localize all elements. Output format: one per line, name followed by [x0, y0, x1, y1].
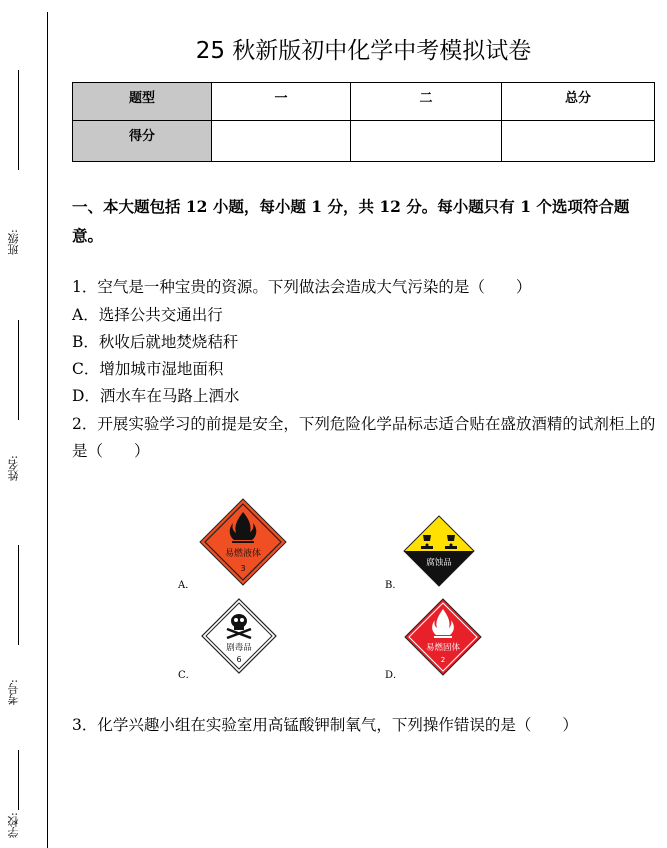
exam-no-label: 考号:: [7, 679, 20, 705]
section-heading: 一、本大题包括 12 小题，每小题 1 分，共 12 分。每小题只有 1 个选项符合题意。: [72, 197, 630, 245]
school-label: 学校:: [7, 812, 20, 838]
page-title: 25 秋新版初中化学中考模拟试卷: [195, 38, 532, 64]
sign-a-class: 3: [240, 564, 246, 573]
q3-stem: 3．化学兴趣小组在实验室用高锰酸钾制氧气，下列操作错误的是（ ）: [72, 716, 578, 734]
q1-option-c: C．增加城市湿地面积: [72, 360, 224, 378]
sign-b-text: 腐蚀品: [426, 558, 452, 568]
q2-stem: 2．开展实验学习的前提是安全，下列危险化学品标志适合贴在盛放酒精的试剂柜上的是（ ）: [72, 415, 656, 460]
name-blank-line: [18, 320, 19, 420]
q2-option-b-sign[interactable]: [403, 515, 475, 587]
score-row-label: 得分: [73, 121, 212, 162]
q1-option-a: A．选择公共交通出行: [72, 306, 223, 324]
sign-a-text: 易燃液体: [224, 549, 262, 559]
exam-no-blank-line: [18, 545, 19, 645]
binding-line: [47, 12, 48, 848]
sign-d-text: 易燃固体: [425, 643, 461, 653]
sign-d-class: 2: [440, 656, 446, 664]
q2-option-d-sign[interactable]: [404, 598, 482, 676]
name-label: 姓名:: [7, 455, 20, 481]
score-cell-total[interactable]: [502, 121, 655, 162]
corrosive-diamond: [403, 515, 475, 587]
score-cell-part1[interactable]: [212, 121, 351, 162]
q1-option-d: D．洒水车在马路上洒水: [72, 387, 240, 405]
class-blank-line: [18, 70, 19, 170]
q2-option-c-sign[interactable]: [201, 598, 277, 674]
q2-option-b-letter: B．: [385, 580, 403, 591]
sign-c-text: 剧毒品: [226, 643, 252, 653]
q2-option-d-letter: D．: [385, 670, 404, 681]
score-cell-part2[interactable]: [351, 121, 502, 162]
q2-option-c-letter: C．: [178, 670, 196, 681]
q2-option-a-sign[interactable]: [199, 498, 287, 586]
q1-option-b: B．秋收后就地焚烧秸秆: [72, 333, 239, 351]
toxic-diamond: [201, 598, 277, 674]
score-table: [72, 82, 655, 162]
score-header-type: 题型: [73, 83, 212, 121]
flammable-solid-diamond: [404, 598, 482, 676]
flammable-liquid-diamond: [199, 498, 287, 586]
class-label: 班级:: [7, 229, 20, 255]
sign-c-class: 6: [236, 655, 242, 664]
q1-stem: 1．空气是一种宝贵的资源。下列做法会造成大气污染的是（ ）: [72, 278, 532, 296]
score-header-part2: 二: [351, 83, 502, 121]
q2-option-a-letter: A．: [178, 580, 196, 591]
score-header-part1: 一: [212, 83, 351, 121]
school-blank-line: [18, 750, 19, 810]
score-header-total: 总分: [502, 83, 655, 121]
